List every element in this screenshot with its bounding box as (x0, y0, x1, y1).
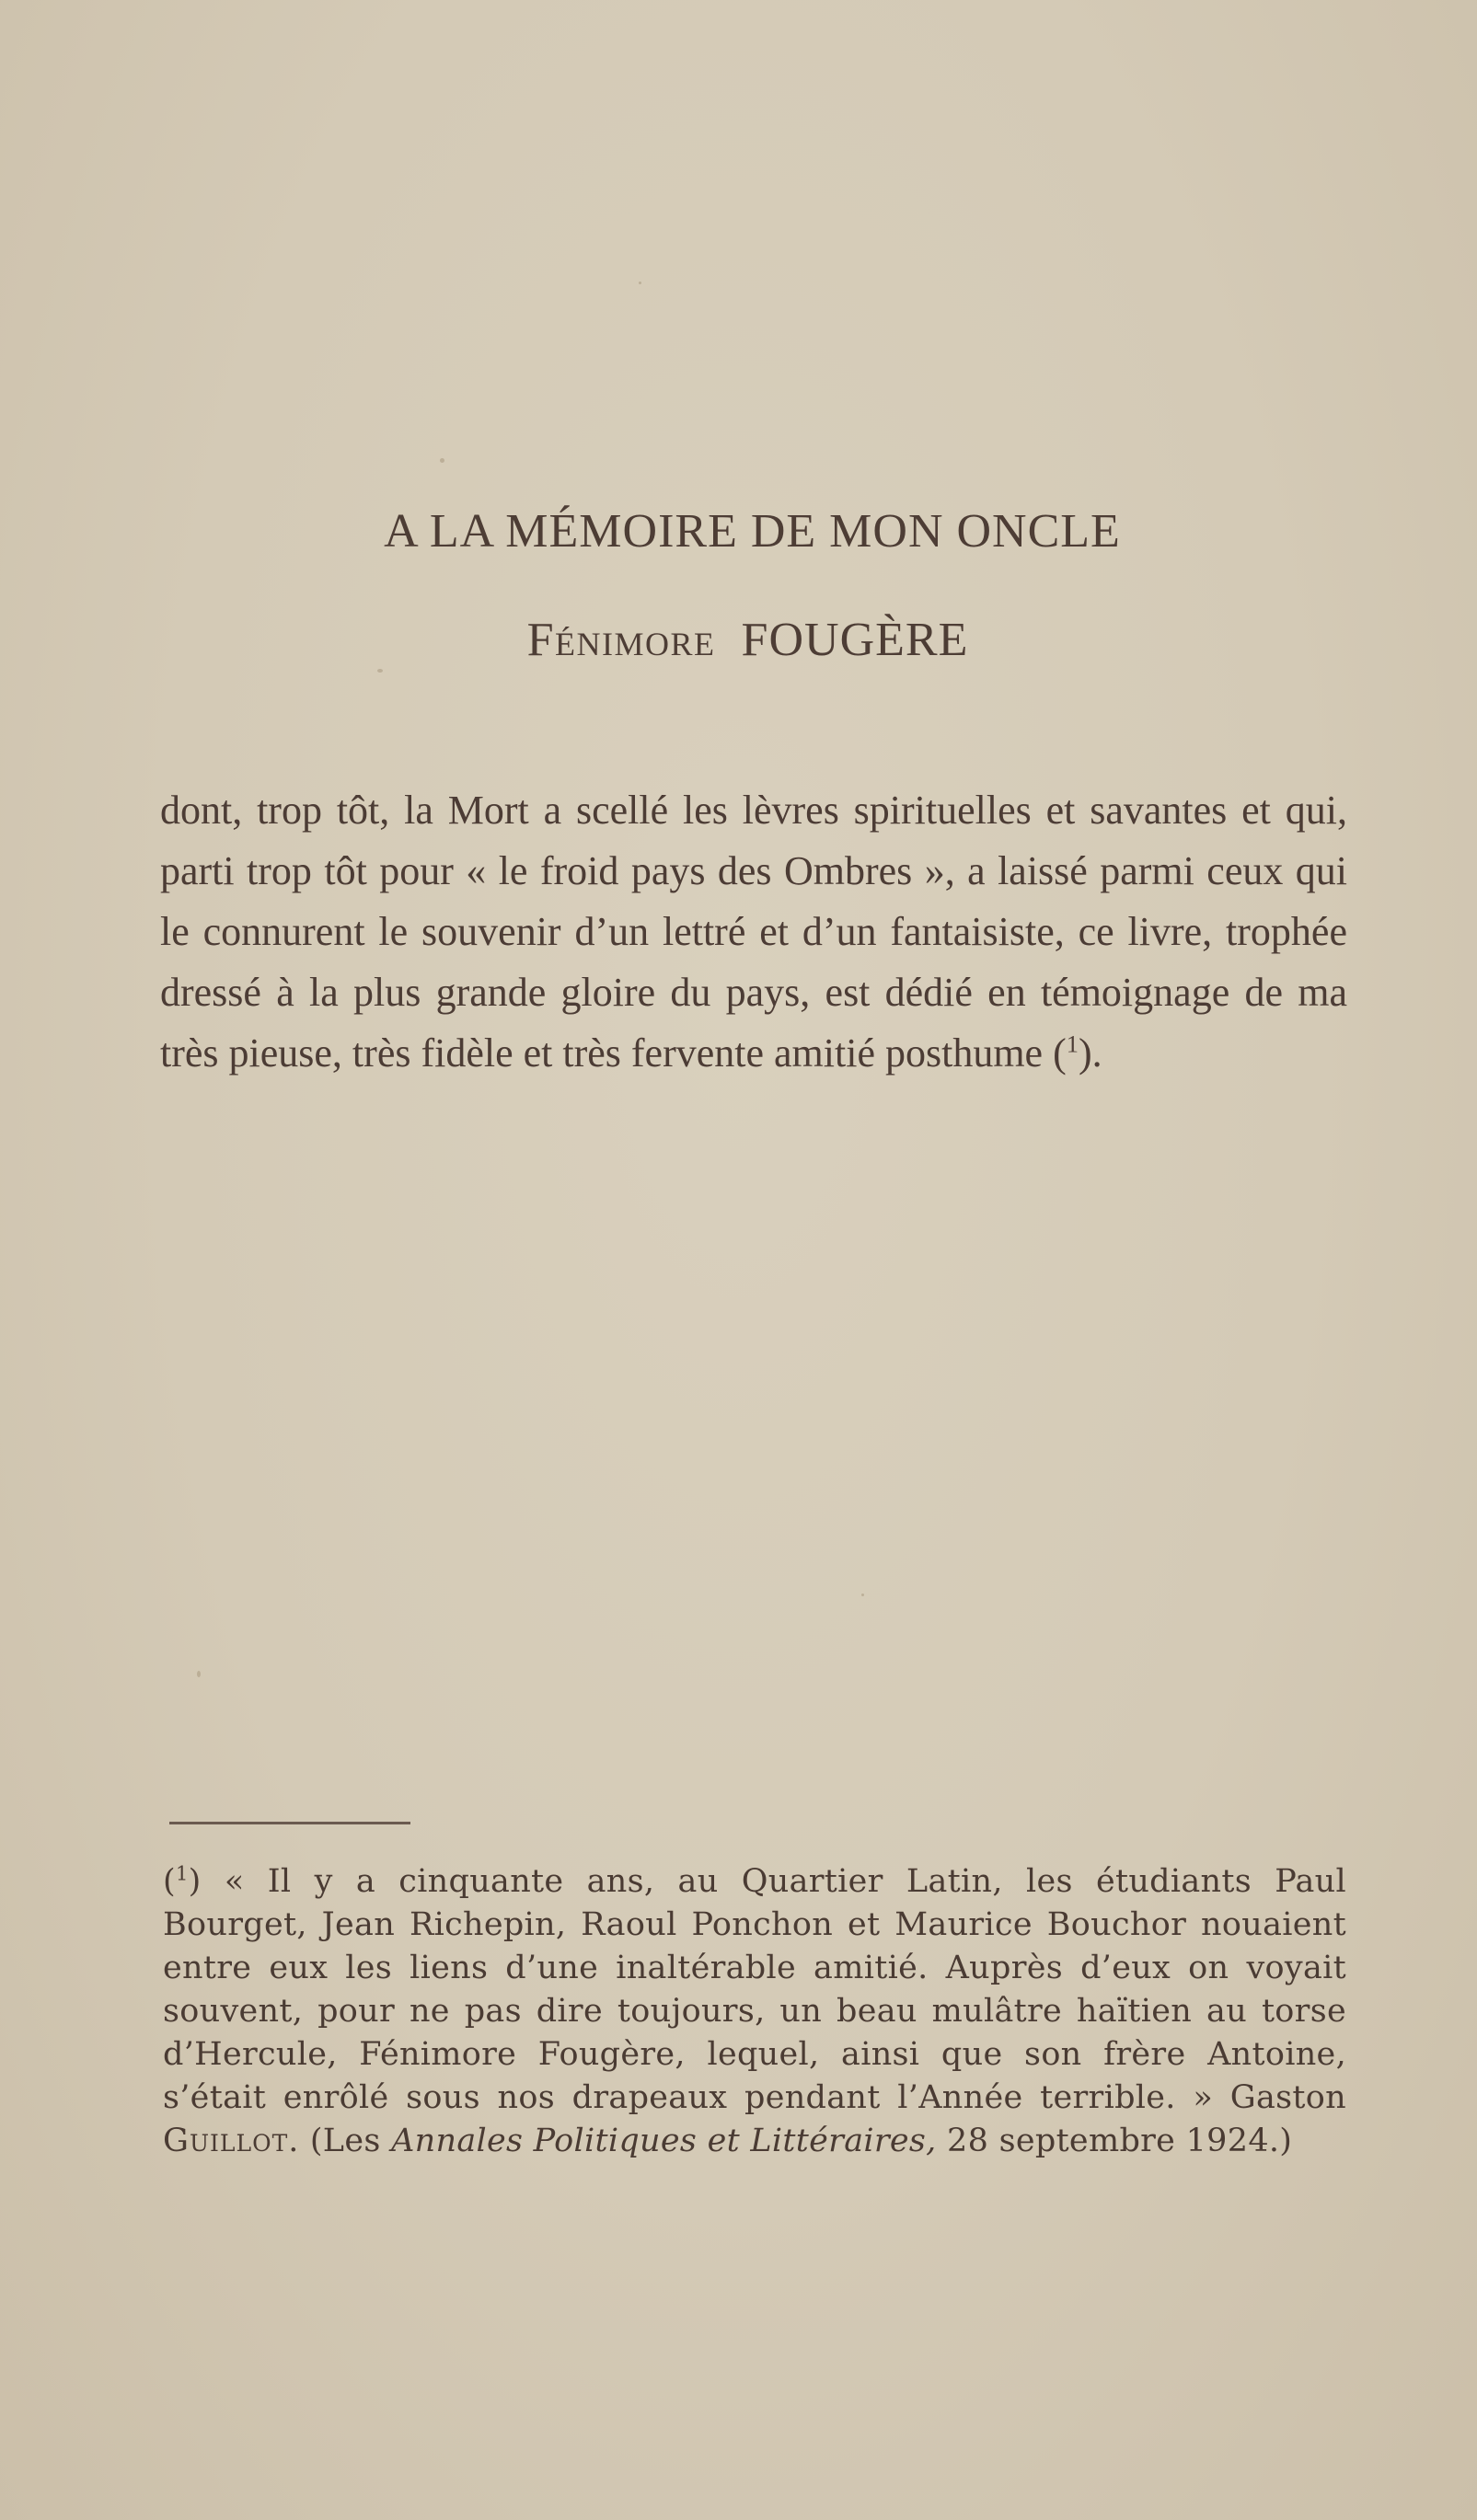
footnote-marker: ($^1$) (163, 1862, 202, 1900)
paper-speck (440, 458, 444, 463)
footnote-quote: « Il y a cinquante ans, au Quartier Latin, les étudiants Paul Bourget, Jean Richepin, Raoul Ponchon et Maurice Bouchor nouaient entre eux les liens d’une inaltérable amitié. Auprès d’eux on voyait souvent, pour ne pas dire toujours, un beau mulâtre haïtien au torse d’Hercule, Fénimore Fougère, lequel, ainsi que son frère Antoine, s’était enrôlé sous nos drapeaux pendant l’Année terrible. » (163, 1863, 1346, 2116)
dedication-body (160, 780, 1347, 1084)
footnote-source-date: 28 septembre 1924.) (947, 2123, 1293, 2159)
dedicatee-name (0, 613, 1477, 667)
dedication-body-text: dont, trop tôt, la Mort a scellé les lèvres spirituelles et savantes et qui, parti trop tôt pour « le froid pays des Ombres », a laissé parmi ceux qui le connurent le souvenir d’un lettré et d’un fantaisiste, ce livre, trophée dressé à la plus grande gloire du pays, est dédié en témoignage de ma très pieuse, très fidèle et très fervente amitié posthume (160, 788, 1347, 1076)
footnote-author-first: Gaston (1229, 2079, 1346, 2116)
dedicatee-first-name: Fénimore (526, 614, 716, 666)
paper-speck (861, 1594, 864, 1596)
footnote (163, 1860, 1346, 2163)
dedication-title: A LA MÉMOIRE DE MON ONCLE (384, 505, 1121, 558)
footnote-source-title: Annales Politiques et Littéraires, (391, 2123, 937, 2159)
paper-speck (639, 282, 641, 284)
footnote-author-last: Guillot. (163, 2123, 300, 2159)
footnote-reference: ($^1$). (1053, 1030, 1102, 1076)
footnote-reference-number: 1 (1066, 1030, 1079, 1058)
footnote-source-open: (Les (309, 2123, 381, 2159)
paper-speck (197, 1671, 201, 1677)
dedicatee-last-name: FOUGÈRE (741, 614, 969, 666)
paper-speck (377, 669, 383, 673)
footnote-divider (169, 1822, 410, 1824)
